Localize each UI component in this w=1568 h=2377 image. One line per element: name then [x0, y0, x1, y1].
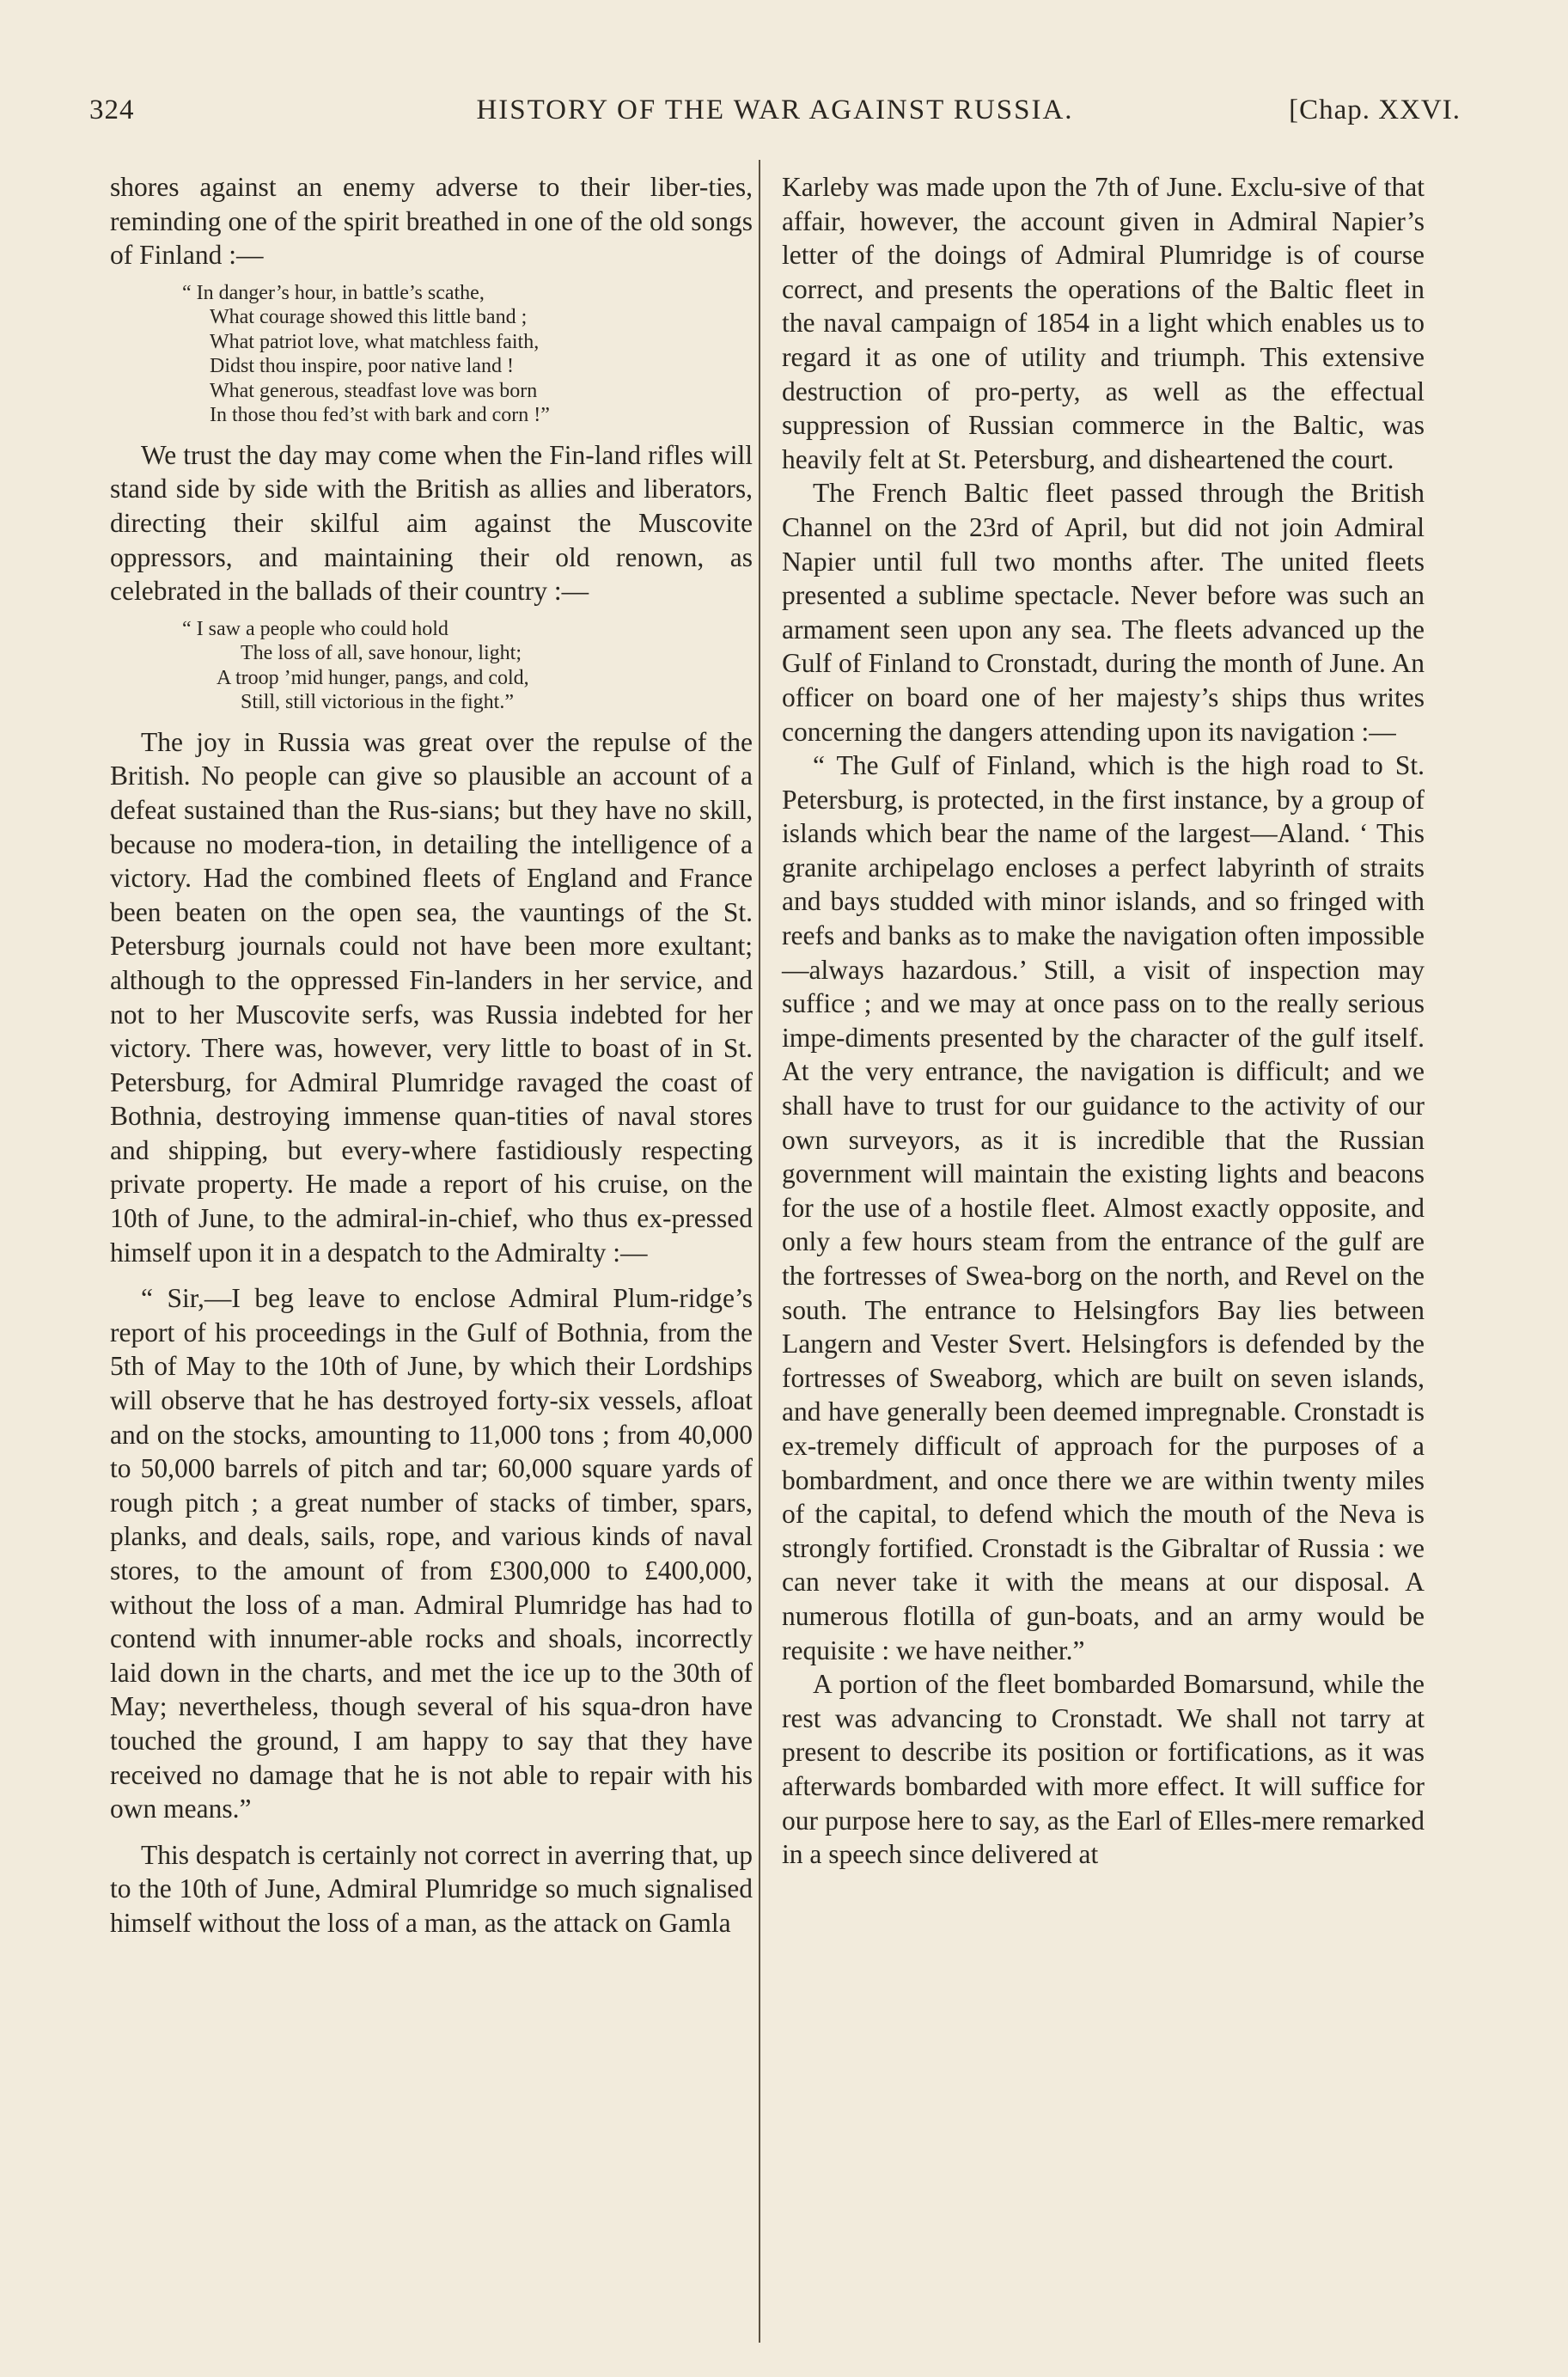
left-column [110, 170, 753, 1940]
right-column [782, 170, 1425, 1872]
quoted-despatch: “ Sir,—I beg leave to enclose Admiral Plum-ridge’s report of his proceedings in the Gulf of Bothnia, from the 5th of May to the 10th of June, by which their Lordships will observe that he has destroyed forty-six vessels, afloat and on the stocks, amounting to 11,000 tons ; from 40,000 to 50,000 barrels of pitch and tar; 60,000 square yards of rough pitch ; a great number of stacks of timber, spars, planks, and deals, sails, rope, and various kinds of naval stores, to the amount of from £300,000 to £400,000, without the loss of a man. Admiral Plumridge has had to contend with innumer-able rocks and shoals, incorrectly laid down in the charts, and met the ice up to the 30th of May; nevertheless, though several of his squa-dron have touched the ground, I am happy to say that they have received no damage that he is not able to repair with his own means.” [110, 1283, 753, 1824]
chapter-label: [Chap. XXVI. [1289, 95, 1461, 125]
poem-line: In those thou fed’st with bark and corn !” [210, 404, 550, 427]
poem-line: What courage showed this little band ; [210, 306, 528, 329]
paragraph: We trust the day may come when the Fin-land rifles will stand side by side with the British as allies and liberators, directing their skilful aim against the Muscovite oppressors, and maintaining their old renown, as celebrated in the ballads of their country :— [110, 439, 753, 607]
poem-line: Still, still victorious in the fight.” [241, 691, 514, 714]
poem-quote [110, 617, 753, 715]
paragraph: shores against an enemy adverse to their liber-ties, reminding one of the spirit breathed in one of the old songs of Finland :— [110, 172, 753, 271]
paragraph: A portion of the fleet bombarded Bomarsund, while the rest was advancing to Cronstadt. We shall not tarry at present to describe its position or fortifications, as it was afterwards bombarded with more effect. It will suffice for our purpose here to say, as the Earl of Elles-mere remarked in a speech since delivered at [782, 1669, 1425, 1870]
poem-line: The loss of all, save honour, light; [241, 642, 522, 665]
column-rule [759, 160, 760, 2343]
poem-line: Didst thou inspire, poor native land ! [210, 355, 514, 378]
quoted-letter: “ The Gulf of Finland, which is the high road to St. Petersburg, is protected, in the first instance, by a group of islands which bear the name of the largest—Aland. ‘ This granite archipelago encloses a perfect labyrinth of straits and bays studded with minor islands, and so fringed with reefs and banks as to make the navigation often impossible—always hazardous.’ Still, a visit of inspection may suffice ; and we may at once pass on to the really serious impe-diments presented by the character of the gulf itself. At the very entrance, the navigation is difficult; and we shall have to trust for our guidance to the activity of our own surveyors, as it is incredible that the Russian government will maintain the existing lights and beacons for the use of a hostile fleet. Almost exactly opposite, and only a few hours steam from the entrance of the gulf are the fortresses of Swea-borg on the north, and Revel on the south. The entrance to Helsingfors Bay lies between Langern and Vester Svert. Helsingfors is defended by the fortresses of Sweaborg, which are built on seven islands, and have generally been deemed impregnable. Cronstadt is ex-tremely difficult of approach for the purposes of a bombardment, and once there we are within twenty miles of the capital, to defend which the mouth of the Neva is strongly fortified. Cronstadt is the Gibraltar of Russia : we can never take it with the means at our disposal. A numerous flotilla of gun-boats, and an army would be requisite : we have neither.” [782, 750, 1425, 1665]
poem-line: “ I saw a people who could hold [182, 617, 448, 640]
poem-line: What generous, steadfast love was born [210, 379, 538, 402]
page-number: 324 [89, 95, 135, 125]
poem-quote [110, 281, 753, 428]
running-title: HISTORY OF THE WAR AGAINST RUSSIA. [476, 95, 1074, 125]
running-header [89, 89, 1461, 134]
poem-line: A troop ’mid hunger, pangs, and cold, [217, 666, 529, 689]
paragraph: The French Baltic fleet passed through the British Channel on the 23rd of April, but did not join Admiral Napier until full two months after. The united fleets presented a sublime spectacle. Never before was such an armament seen upon any sea. The fleets advanced up the Gulf of Finland to Cronstadt, during the month of June. An officer on board one of her majesty’s ships thus writes concerning the dangers attending upon its navigation :— [782, 478, 1425, 747]
poem-line: What patriot love, what matchless faith, [210, 330, 540, 353]
poem-line: “ In danger’s hour, in battle’s scathe, [182, 281, 485, 304]
paragraph: The joy in Russia was great over the repulse of the British. No people can give so plausible an account of a defeat sustained than the Rus-sians; but they have no skill, because no modera-tion, in detailing the intelligence of a victory. Had the combined fleets of England and France been beaten on the open sea, the vauntings of the St. Petersburg journals could not have been more exultant; although to the oppressed Fin-landers in her service, and not to her Muscovite serfs, was Russia indebted for her victory. There was, however, very little to boast of in St. Petersburg, for Admiral Plumridge ravaged the coast of Bothnia, destroying immense quan-tities of naval stores and shipping, but every-where fastidiously respecting private property. He made a report of his cruise, on the 10th of June, to the admiral-in-chief, who thus ex-pressed himself upon it in a despatch to the Admiralty :— [110, 726, 753, 1268]
paragraph: Karleby was made upon the 7th of June. Exclu-sive of that affair, however, the account given in Admiral Napier’s letter of the doings of Admiral Plumridge is of course correct, and presents the operations of the Baltic fleet in the naval campaign of 1854 in a light which enables us to regard it as one of utility and triumph. This extensive destruction of pro-perty, as well as the effectual suppression of Russian commerce in the Baltic, was heavily felt at St. Petersburg, and disheartened the court. [782, 172, 1425, 474]
paragraph: This despatch is certainly not correct in averring that, up to the 10th of June, Admiral Plumridge so much signalised himself without the loss of a man, as the attack on Gamla [110, 1839, 753, 1938]
